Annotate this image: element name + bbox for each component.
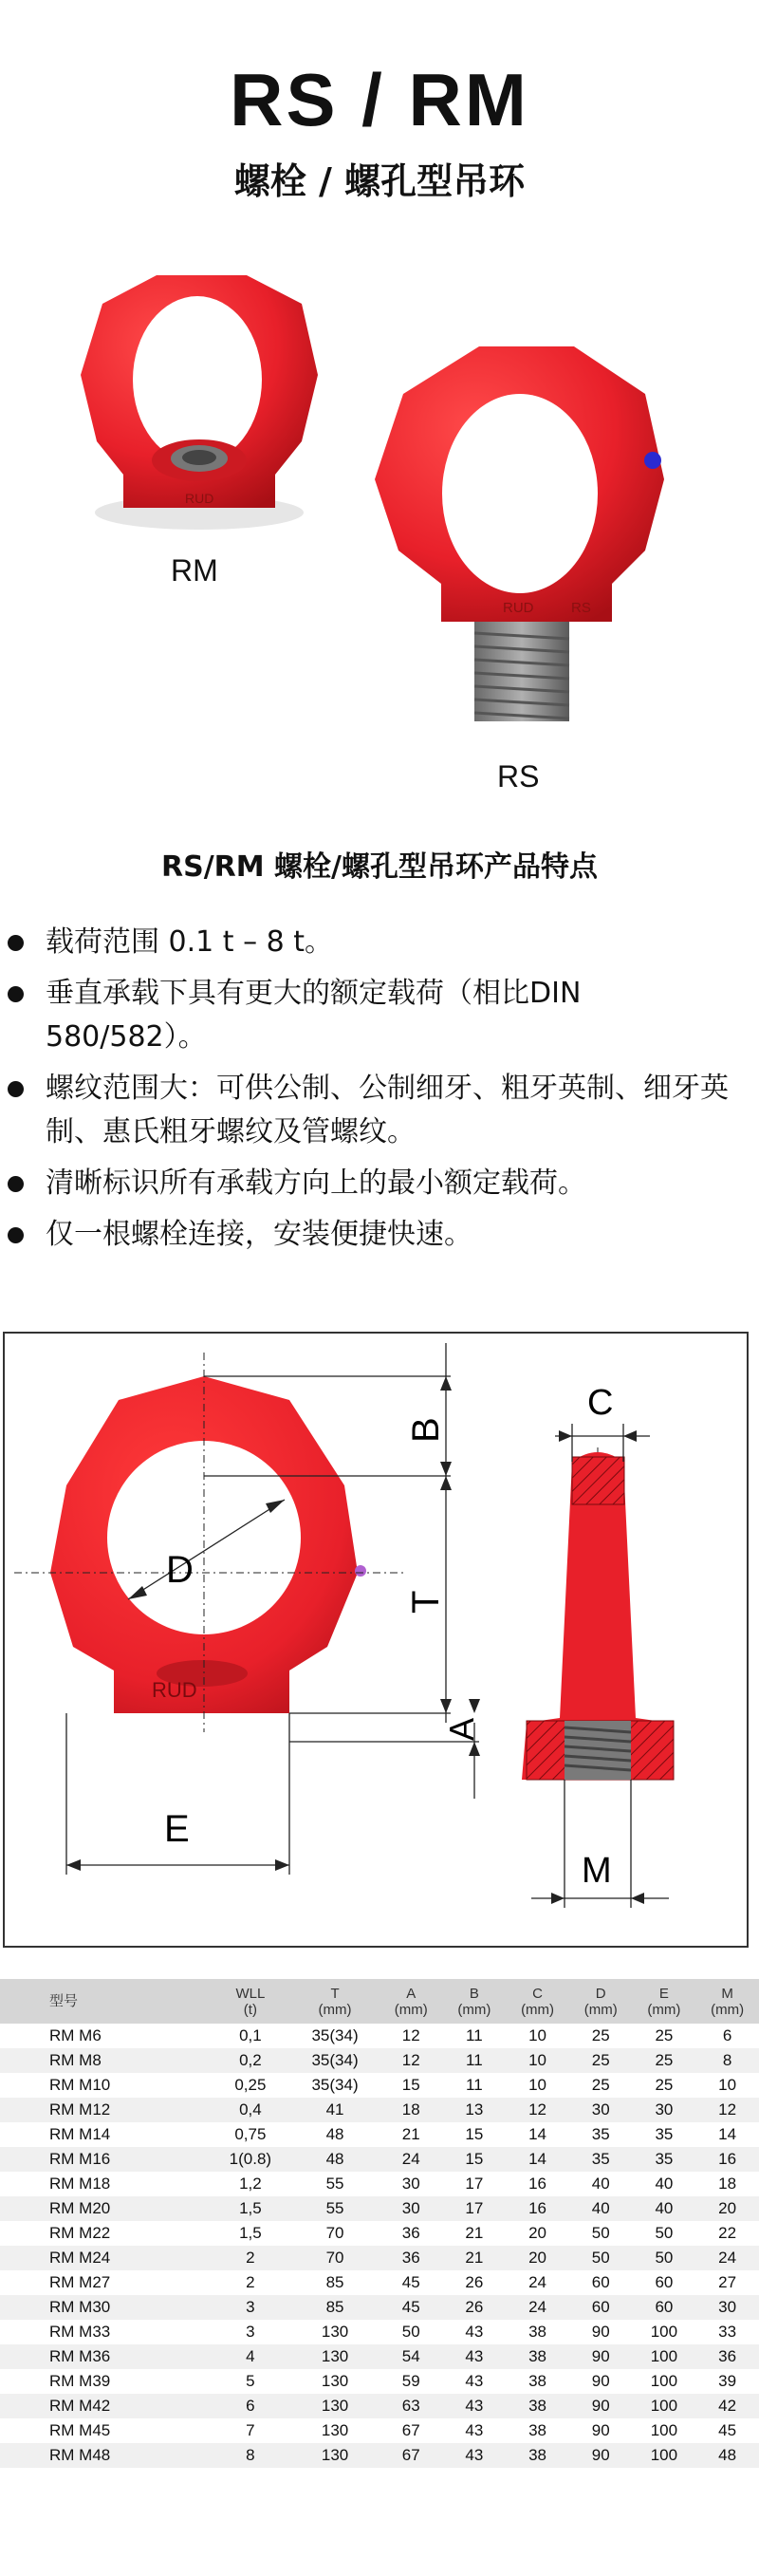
table-cell: 30 (695, 2295, 759, 2320)
table-cell: 45 (695, 2418, 759, 2443)
table-cell: 40 (569, 2172, 633, 2196)
table-cell: 130 (290, 2394, 380, 2418)
table-cell: 90 (569, 2369, 633, 2394)
table-cell: 35 (633, 2147, 696, 2172)
bullet-icon (8, 935, 24, 951)
table-cell: 10 (506, 2073, 569, 2098)
table-row (0, 2196, 759, 2221)
table-cell: 40 (633, 2196, 696, 2221)
table-cell: 55 (290, 2196, 380, 2221)
table-cell: 25 (569, 2024, 633, 2048)
page-title: RS / RM (230, 58, 529, 141)
table-cell: 8 (211, 2443, 291, 2468)
table-cell: 35(34) (290, 2024, 380, 2048)
table-cell: 1(0.8) (211, 2147, 291, 2172)
rm-brand-mark: RUD (185, 491, 214, 506)
table-cell: 22 (695, 2221, 759, 2246)
drawing-brand-mark: RUD (152, 1678, 197, 1702)
table-cell: 48 (290, 2147, 380, 2172)
table-cell: 0,75 (211, 2122, 291, 2147)
table-cell: 38 (506, 2369, 569, 2394)
bullet-icon (8, 1081, 24, 1097)
table-row (0, 2221, 759, 2246)
table-cell: 24 (506, 2295, 569, 2320)
table-cell: 130 (290, 2320, 380, 2344)
table-cell: 15 (443, 2147, 507, 2172)
table-cell: 63 (380, 2394, 443, 2418)
table-cell: 50 (633, 2246, 696, 2270)
table-cell: 38 (506, 2443, 569, 2468)
table-cell: 90 (569, 2320, 633, 2344)
table-row (0, 2073, 759, 2098)
table-cell: 20 (506, 2221, 569, 2246)
table-cell: 10 (506, 2024, 569, 2048)
table-cell: RM M48 (0, 2443, 211, 2468)
table-cell: 36 (695, 2344, 759, 2369)
features-title: RS/RM 螺栓/螺孔型吊环产品特点 (160, 850, 599, 884)
table-cell: RM M30 (0, 2295, 211, 2320)
table-cell: 90 (569, 2394, 633, 2418)
rm-label: RM (171, 553, 218, 588)
table-cell: 12 (380, 2048, 443, 2073)
table-cell: 35(34) (290, 2073, 380, 2098)
dim-label-t: T (405, 1590, 447, 1614)
table-cell: 11 (443, 2048, 507, 2073)
table-cell: 24 (695, 2246, 759, 2270)
table-cell: 3 (211, 2295, 291, 2320)
table-cell: 48 (695, 2443, 759, 2468)
dim-label-d: D (166, 1549, 194, 1591)
table-cell: 8 (695, 2048, 759, 2073)
table-cell: 48 (290, 2122, 380, 2147)
table-cell: RM M33 (0, 2320, 211, 2344)
table-cell: 60 (569, 2295, 633, 2320)
table-cell: 130 (290, 2443, 380, 2468)
table-cell: 100 (633, 2418, 696, 2443)
table-cell: RM M10 (0, 2073, 211, 2098)
table-cell: 15 (380, 2073, 443, 2098)
table-cell: RM M14 (0, 2122, 211, 2147)
column-header: M (mm) (695, 1979, 759, 2024)
table-cell: 7 (211, 2418, 291, 2443)
table-cell: 0,4 (211, 2098, 291, 2122)
table-cell: RM M24 (0, 2246, 211, 2270)
table-cell: 12 (380, 2024, 443, 2048)
table-cell: 60 (633, 2270, 696, 2295)
table-cell: RM M6 (0, 2024, 211, 2048)
table-cell: 43 (443, 2344, 507, 2369)
table-cell: 15 (443, 2122, 507, 2147)
bullet-icon (8, 986, 24, 1002)
table-cell: 0,2 (211, 2048, 291, 2073)
table-cell: 12 (695, 2098, 759, 2122)
table-cell: 39 (695, 2369, 759, 2394)
table-cell: 130 (290, 2369, 380, 2394)
rs-model-mark: RS (571, 600, 591, 616)
table-row (0, 2122, 759, 2147)
table-cell: RM M42 (0, 2394, 211, 2418)
table-row (0, 2098, 759, 2122)
table-cell: 18 (695, 2172, 759, 2196)
table-cell: 16 (506, 2172, 569, 2196)
table-cell: 38 (506, 2320, 569, 2344)
table-cell: 14 (506, 2122, 569, 2147)
table-cell: 45 (380, 2295, 443, 2320)
table-cell: 100 (633, 2443, 696, 2468)
table-cell: 41 (290, 2098, 380, 2122)
table-cell: 17 (443, 2196, 507, 2221)
table-cell: 35(34) (290, 2048, 380, 2073)
table-cell: 38 (506, 2344, 569, 2369)
spec-table-body (0, 2024, 759, 2468)
feature-item: 仅一根螺栓连接，安装便捷快速。 (8, 1213, 748, 1257)
table-cell: 36 (380, 2246, 443, 2270)
table-cell: 25 (569, 2073, 633, 2098)
table-cell: 14 (506, 2147, 569, 2172)
table-cell: 45 (380, 2270, 443, 2295)
table-row (0, 2246, 759, 2270)
rs-product-image (361, 337, 674, 736)
table-cell: 1,5 (211, 2196, 291, 2221)
table-cell: 1,2 (211, 2172, 291, 2196)
table-cell: 100 (633, 2344, 696, 2369)
table-row (0, 2394, 759, 2418)
table-cell: 33 (695, 2320, 759, 2344)
table-cell: 24 (506, 2270, 569, 2295)
table-cell: 70 (290, 2246, 380, 2270)
dim-label-e: E (164, 1808, 190, 1850)
rs-brand-mark: RUD (503, 600, 534, 616)
table-cell: 11 (443, 2073, 507, 2098)
dim-label-c: C (587, 1383, 614, 1423)
table-cell: 100 (633, 2394, 696, 2418)
table-cell: 3 (211, 2320, 291, 2344)
table-cell: RM M45 (0, 2418, 211, 2443)
table-row (0, 2418, 759, 2443)
table-row (0, 2443, 759, 2468)
table-row (0, 2048, 759, 2073)
table-cell: 0,25 (211, 2073, 291, 2098)
table-cell: 60 (569, 2270, 633, 2295)
table-cell: RM M8 (0, 2048, 211, 2073)
rm-product-image (57, 271, 342, 546)
table-cell: 38 (506, 2418, 569, 2443)
table-cell: RM M16 (0, 2147, 211, 2172)
column-header: 型号 (0, 1979, 211, 2024)
column-header: D (mm) (569, 1979, 633, 2024)
table-cell: 90 (569, 2418, 633, 2443)
table-cell: 38 (506, 2394, 569, 2418)
table-cell: 17 (443, 2172, 507, 2196)
table-cell: 35 (569, 2147, 633, 2172)
table-cell: 130 (290, 2344, 380, 2369)
table-cell: 25 (633, 2048, 696, 2073)
table-cell: 43 (443, 2320, 507, 2344)
table-cell: 20 (695, 2196, 759, 2221)
bullet-icon (8, 1176, 24, 1192)
table-cell: 59 (380, 2369, 443, 2394)
column-header: T (mm) (290, 1979, 380, 2024)
table-cell: 25 (569, 2048, 633, 2073)
table-cell: 10 (695, 2073, 759, 2098)
table-cell: 5 (211, 2369, 291, 2394)
table-cell: 30 (380, 2196, 443, 2221)
table-cell: 21 (380, 2122, 443, 2147)
table-cell: RM M36 (0, 2344, 211, 2369)
table-cell: 130 (290, 2418, 380, 2443)
table-cell: 2 (211, 2246, 291, 2270)
column-header: B (mm) (443, 1979, 507, 2024)
table-row (0, 2295, 759, 2320)
table-cell: 11 (443, 2024, 507, 2048)
table-cell: 18 (380, 2098, 443, 2122)
table-cell: 20 (506, 2246, 569, 2270)
table-cell: RM M39 (0, 2369, 211, 2394)
table-cell: 43 (443, 2369, 507, 2394)
table-cell: 40 (633, 2172, 696, 2196)
column-header: A (mm) (380, 1979, 443, 2024)
feature-item: 载荷范围 0.1 t – 8 t。 (8, 921, 748, 964)
table-cell: 54 (380, 2344, 443, 2369)
table-row (0, 2344, 759, 2369)
table-cell: 10 (506, 2048, 569, 2073)
table-cell: 0,1 (211, 2024, 291, 2048)
table-cell: 16 (506, 2196, 569, 2221)
features-list (8, 921, 748, 1264)
spec-table (0, 1979, 759, 2468)
column-header: WLL (t) (211, 1979, 291, 2024)
table-row (0, 2369, 759, 2394)
table-cell: 2 (211, 2270, 291, 2295)
table-cell: 90 (569, 2443, 633, 2468)
dim-label-a: A (442, 1717, 481, 1741)
table-cell: 85 (290, 2270, 380, 2295)
table-cell: RM M20 (0, 2196, 211, 2221)
table-cell: 50 (633, 2221, 696, 2246)
column-header: C (mm) (506, 1979, 569, 2024)
table-cell: 12 (506, 2098, 569, 2122)
table-cell: 30 (633, 2098, 696, 2122)
table-cell: 55 (290, 2172, 380, 2196)
table-cell: 6 (211, 2394, 291, 2418)
table-cell: RM M12 (0, 2098, 211, 2122)
dimension-drawing (5, 1334, 747, 1946)
table-row (0, 2270, 759, 2295)
table-cell: 35 (569, 2122, 633, 2147)
table-cell: 26 (443, 2270, 507, 2295)
dim-label-m: M (582, 1851, 612, 1891)
dimension-diagram (3, 1332, 749, 1948)
table-cell: 100 (633, 2320, 696, 2344)
table-cell: 50 (569, 2221, 633, 2246)
table-cell: 30 (380, 2172, 443, 2196)
table-cell: 16 (695, 2147, 759, 2172)
table-cell: 6 (695, 2024, 759, 2048)
table-cell: 43 (443, 2443, 507, 2468)
table-cell: 13 (443, 2098, 507, 2122)
table-cell: RM M27 (0, 2270, 211, 2295)
table-cell: 67 (380, 2418, 443, 2443)
table-cell: 43 (443, 2394, 507, 2418)
table-cell: 25 (633, 2024, 696, 2048)
table-row (0, 2320, 759, 2344)
table-cell: 25 (633, 2073, 696, 2098)
table-cell: 43 (443, 2418, 507, 2443)
spec-table-header (0, 1979, 759, 2024)
table-cell: 40 (569, 2196, 633, 2221)
table-row (0, 2172, 759, 2196)
table-row (0, 2147, 759, 2172)
table-cell: 60 (633, 2295, 696, 2320)
table-cell: 14 (695, 2122, 759, 2147)
table-cell: 4 (211, 2344, 291, 2369)
table-cell: 27 (695, 2270, 759, 2295)
table-cell: 70 (290, 2221, 380, 2246)
table-cell: 21 (443, 2246, 507, 2270)
table-row (0, 2024, 759, 2048)
feature-item: 螺纹范围大：可供公制、公制细牙、粗牙英制、细牙英制、惠氏粗牙螺纹及管螺纹。 (8, 1067, 748, 1154)
table-cell: 67 (380, 2443, 443, 2468)
table-cell: 21 (443, 2221, 507, 2246)
table-cell: 90 (569, 2344, 633, 2369)
feature-item: 清晰标识所有承载方向上的最小额定载荷。 (8, 1162, 748, 1205)
table-cell: RM M18 (0, 2172, 211, 2196)
table-cell: 50 (380, 2320, 443, 2344)
feature-item: 垂直承载下具有更大的额定载荷（相比DIN 580/582）。 (8, 972, 748, 1059)
bullet-icon (8, 1227, 24, 1243)
table-cell: 100 (633, 2369, 696, 2394)
dim-label-b: B (405, 1417, 447, 1443)
table-cell: 35 (633, 2122, 696, 2147)
table-cell: 85 (290, 2295, 380, 2320)
table-cell: 42 (695, 2394, 759, 2418)
table-cell: 30 (569, 2098, 633, 2122)
table-cell: 24 (380, 2147, 443, 2172)
table-cell: RM M22 (0, 2221, 211, 2246)
table-cell: 1,5 (211, 2221, 291, 2246)
table-cell: 36 (380, 2221, 443, 2246)
column-header: E (mm) (633, 1979, 696, 2024)
table-cell: 50 (569, 2246, 633, 2270)
page-subtitle: 螺栓 / 螺孔型吊环 (233, 160, 526, 202)
table-cell: 26 (443, 2295, 507, 2320)
rs-label: RS (497, 759, 540, 793)
